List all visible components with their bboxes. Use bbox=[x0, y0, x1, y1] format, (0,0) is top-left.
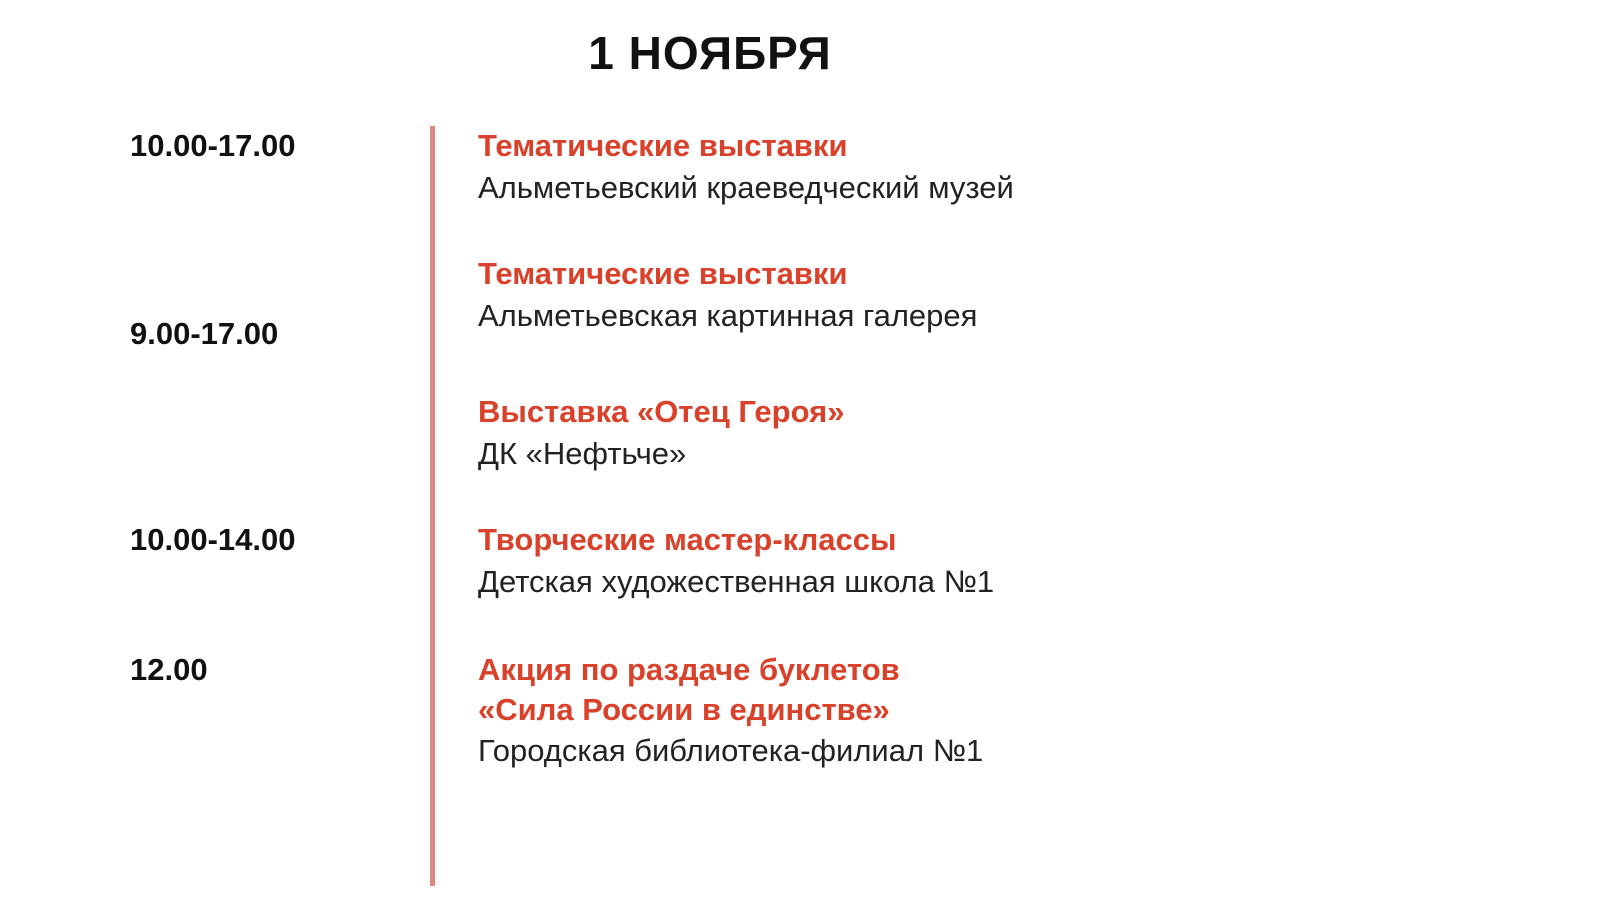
list-item bbox=[130, 392, 1600, 474]
page-title: 1 НОЯБРЯ bbox=[588, 27, 832, 79]
event-details bbox=[430, 392, 1600, 474]
list-item bbox=[130, 520, 1600, 602]
event-title: Творческие мастер-классы bbox=[478, 521, 897, 557]
list-item bbox=[130, 254, 1600, 352]
event-title-line1: Акция по раздаче буклетов bbox=[478, 651, 900, 687]
event-details bbox=[430, 126, 1600, 208]
event-title-line2: «Сила России в единстве» bbox=[478, 691, 890, 727]
schedule-list bbox=[0, 126, 1600, 772]
list-item bbox=[130, 650, 1600, 772]
event-details bbox=[430, 650, 1600, 772]
event-time: 10.00-14.00 bbox=[130, 521, 296, 557]
event-title: Тематические выставки bbox=[478, 128, 848, 163]
event-time bbox=[130, 392, 430, 394]
list-item bbox=[130, 126, 1600, 208]
event-place: Детская художественная школа №1 bbox=[478, 563, 995, 599]
event-details bbox=[430, 254, 1600, 336]
event-time: 10.00-17.00 bbox=[130, 128, 296, 163]
event-place: Альметьевская картинная галерея bbox=[478, 297, 978, 333]
event-time: 12.00 bbox=[130, 651, 208, 687]
event-time: 9.00-17.00 bbox=[130, 315, 279, 351]
event-place: Альметьевский краеведческий музей bbox=[478, 169, 1014, 205]
event-details bbox=[430, 520, 1600, 602]
event-place: ДК «Нефтьче» bbox=[478, 435, 687, 471]
event-title bbox=[478, 650, 1600, 729]
vertical-divider bbox=[430, 126, 435, 886]
event-title: Выставка «Отец Героя» bbox=[478, 393, 845, 429]
event-place: Городская библиотека-филиал №1 bbox=[478, 733, 984, 769]
event-title: Тематические выставки bbox=[478, 255, 848, 291]
